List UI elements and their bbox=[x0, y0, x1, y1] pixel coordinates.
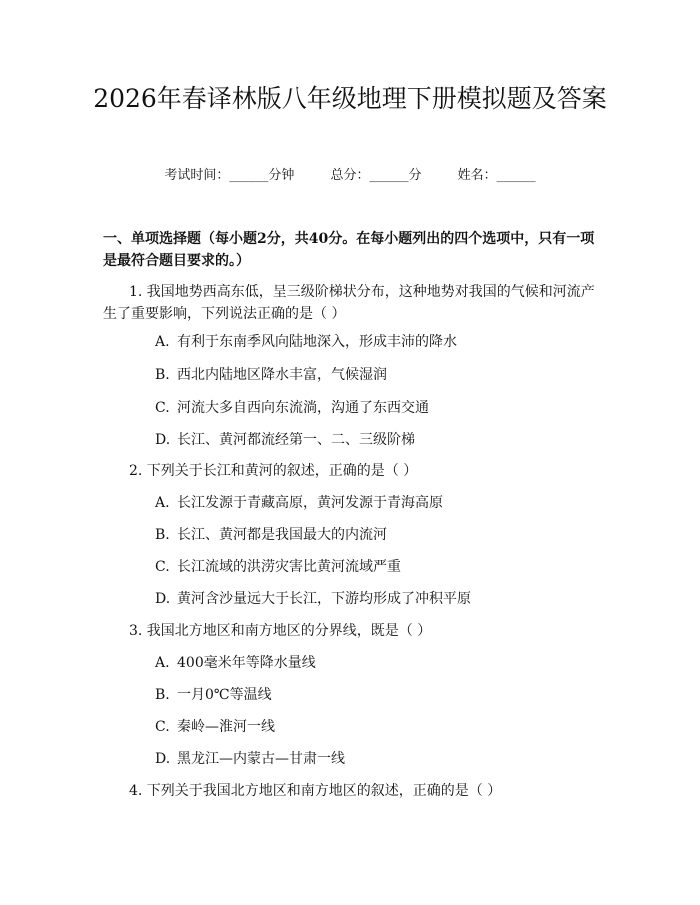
exam-time: 考试时间：______分钟 bbox=[164, 168, 295, 183]
page-title: 2026年春译林版八年级地理下册模拟题及答案 bbox=[93, 84, 607, 113]
option-letter: B. bbox=[155, 367, 170, 383]
option-text: 一月0℃等温线 bbox=[177, 687, 272, 703]
section-heading: 一、单项选择题（每小题2分，共40分。在每小题列出的四个选项中，只有一项是最符合题目要求的。） bbox=[103, 231, 595, 269]
question-option bbox=[155, 684, 595, 706]
student-name: 姓名：______ bbox=[457, 168, 536, 183]
option-text: 长江发源于青藏高原，黄河发源于青海高原 bbox=[177, 495, 443, 511]
question-option bbox=[155, 748, 595, 770]
question-option bbox=[155, 524, 595, 546]
question-option bbox=[155, 716, 595, 738]
option-letter: A. bbox=[155, 334, 170, 350]
option-text: 有利于东南季风向陆地深入，形成丰沛的降水 bbox=[177, 334, 457, 350]
option-text: 黄河含沙量远大于长江，下游均形成了冲积平原 bbox=[177, 591, 471, 607]
question-option bbox=[155, 492, 595, 514]
option-letter: B. bbox=[155, 687, 170, 703]
option-letter: B. bbox=[155, 527, 170, 543]
option-text: 西北内陆地区降水丰富，气候湿润 bbox=[177, 367, 387, 383]
exam-info bbox=[0, 166, 700, 186]
question-option bbox=[155, 588, 595, 610]
option-text: 长江流域的洪涝灾害比黄河流域严重 bbox=[177, 559, 401, 575]
question-option bbox=[155, 364, 595, 386]
option-letter: D. bbox=[155, 591, 171, 607]
option-letter: C. bbox=[155, 719, 170, 735]
question-option bbox=[155, 652, 595, 674]
option-letter: C. bbox=[155, 559, 170, 575]
option-text: 400毫米年等降水量线 bbox=[177, 655, 316, 671]
question-stem: 3. 我国北方地区和南方地区的分界线，既是（ ） bbox=[129, 623, 432, 639]
option-text: 河流大多自西向东流淌，沟通了东西交通 bbox=[177, 400, 429, 416]
option-letter: C. bbox=[155, 400, 170, 416]
option-letter: A. bbox=[155, 495, 170, 511]
question-option bbox=[155, 331, 595, 353]
question-stem: 4. 下列关于我国北方地区和南方地区的叙述，正确的是（ ） bbox=[129, 783, 502, 799]
option-letter: A. bbox=[155, 655, 170, 671]
option-letter: D. bbox=[155, 432, 171, 448]
question-option bbox=[155, 397, 595, 419]
exam-score: 总分：______分 bbox=[330, 168, 422, 183]
question-stem: 1. 我国地势西高东低，呈三级阶梯状分布，这种地势对我国的气候和河流产生了重要影响，下列说法正确的是（ ） bbox=[103, 284, 595, 322]
option-text: 黑龙江—内蒙古—甘肃一线 bbox=[177, 751, 345, 767]
option-text: 秦岭—淮河一线 bbox=[177, 719, 275, 735]
question-stem: 2. 下列关于长江和黄河的叙述，正确的是（ ） bbox=[129, 463, 418, 479]
question-option bbox=[155, 429, 595, 451]
question-option bbox=[155, 556, 595, 578]
option-text: 长江、黄河都流经第一、二、三级阶梯 bbox=[177, 432, 415, 448]
option-text: 长江、黄河都是我国最大的内流河 bbox=[177, 527, 387, 543]
option-letter: D. bbox=[155, 751, 171, 767]
